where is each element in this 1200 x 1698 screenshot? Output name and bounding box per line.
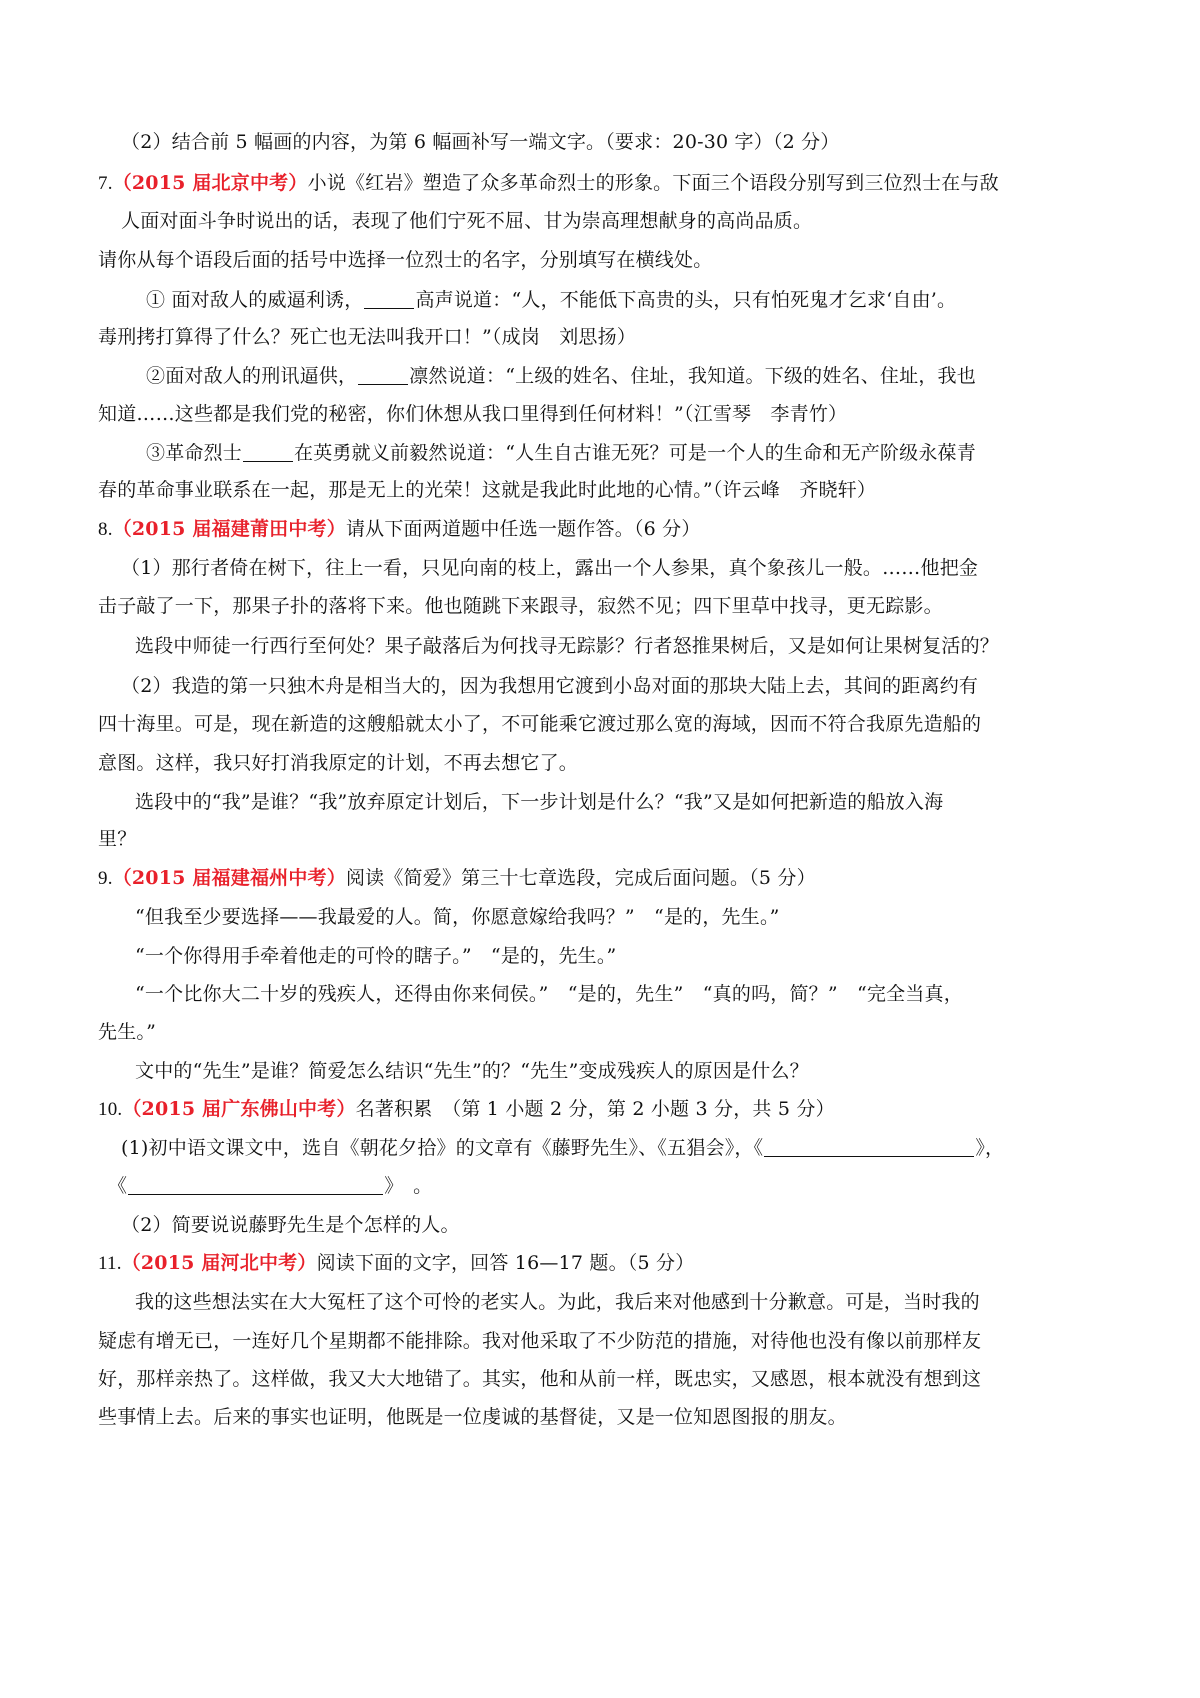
q11-passage-d: 些事情上去。后来的事实也证明，他既是一位虔诚的基督徒，又是一位知恩图报的朋友。 [98,1406,847,1428]
q7-passage-3-quote: 在英勇就义前毅然说道：“人生自古谁无死？可是一个人的生命和无产阶级永葆青 [294,442,976,464]
q8-sub2-question-b: 里？ [98,828,137,850]
q11-source: （2015 届河北中考） [121,1252,317,1274]
q10-sub1-open: 《 [108,1175,128,1197]
q11-number: 11. [98,1253,122,1274]
q9-dialogue-3a: “一个比你大二十岁的残疾人，还得由你来伺侯。” “是的，先生” “真的吗，简？” “完全当真， [135,983,963,1005]
q9-number: 9. [98,868,113,889]
q11-passage-b: 疑虑有增无已，一连好几个星期都不能排除。我对他采取了不少防范的措施，对待他也没有像以前那样友 [98,1330,982,1352]
q10-intro: 名著积累 （第 1 小题 2 分，第 2 小题 3 分，共 5 分） [355,1098,835,1120]
q10-sub1-text: (1)初中语文课文中，选自《朝花夕拾》的文章有《藤野先生》、《五猖会》，《 [121,1137,764,1159]
q7-passage-3a [146,444,976,463]
q6-sub2: （2）结合前 5 幅画的内容，为第 6 幅画补写一端文字。（要求：20-30 字）（2 分） [121,131,840,153]
q10-source: （2015 届广东佛山中考） [122,1098,356,1120]
q7-intro-a: 小说《红岩》塑造了众多革命烈士的形象。下面三个语段分别写到三位烈士在与敌 [307,172,999,194]
q7-blank-2 [358,383,408,385]
q10-blank-2 [128,1193,383,1195]
q7-blank-1 [364,307,414,309]
q8-sub1-question: 选段中师徒一行西行至何处？果子敲落后为何找寻无踪影？行者怒推果树后，又是如何让果树复活的？ [135,635,1000,657]
q8-sub1-b: 击子敲了一下，那果子扑的落将下来。他也随跳下来跟寻，寂然不见；四下里草中找寻，更无踪影。 [98,595,943,617]
q8-sub2-b: 四十海里。可是，现在新造的这艘船就太小了，不可能乘它渡过那么宽的海域，因而不符合我原先造船的 [98,713,982,735]
q10-number: 10. [98,1099,123,1120]
q8-sub2-question-a: 选段中的“我”是谁？“我”放弃原定计划后，下一步计划是什么？“我”又是如何把新造的船放入海 [135,791,944,813]
q8-source: （2015 届福建莆田中考） [112,518,346,540]
q7-passage-3-lead: ③革命烈士 [146,442,243,464]
q10-sub2: （2）简要说说藤野先生是个怎样的人。 [121,1214,460,1236]
q7-intro-b: 人面对面斗争时说出的话，表现了他们宁死不屈、甘为崇高理想献身的高尚品质。 [121,210,813,232]
q7-passage-2-lead: ②面对敌人的刑讯逼供， [146,365,358,387]
q9-source: （2015 届福建福州中考） [112,867,346,889]
q7-passage-3b: 春的革命事业联系在一起，那是无上的光荣！这就是我此时此地的心情。”（许云峰 齐晓轩） [98,479,877,501]
q8-intro: 请从下面两道题中任选一题作答。（6 分） [345,518,701,540]
q10-sub1-a [121,1139,1004,1158]
q8-sub2-c: 意图。这样，我只好打消我原定的计划，不再去想它了。 [98,752,579,774]
q10-sub1-b [108,1177,432,1196]
q10-sub1-close: 》， [975,1137,1005,1159]
q7-source: （2015 届北京中考） [112,172,308,194]
q7-passage-1-lead: ① 面对敌人的威逼利诱， [146,289,364,311]
q9-dialogue-1: “但我至少要选择——我最爱的人。简，你愿意嫁给我吗？” “是的，先生。” [135,906,780,928]
q11-header [98,1254,694,1273]
q8-sub2-a: （2）我造的第一只独木舟是相当大的，因为我想用它渡到小岛对面的那块大陆上去，其间的距离约有 [121,675,979,697]
q7-passage-1b: 毒刑拷打算得了什么？死亡也无法叫我开口！”（成岗 刘思扬） [98,326,637,348]
q8-header [98,520,701,539]
q7-blank-3 [243,460,293,462]
q7-passage-1a [146,291,956,310]
q7-header [98,174,999,193]
q9-dialogue-2: “一个你得用手牵着他走的可怜的瞎子。” “是的，先生。” [135,945,617,967]
q8-number: 8. [98,519,113,540]
q11-intro: 阅读下面的文字，回答 16—17 题。（5 分） [316,1252,695,1274]
q7-passage-2a [146,367,976,386]
q7-passage-2-quote: 凛然说道：“上级的姓名、住址，我知道。下级的姓名、住址，我也 [409,365,976,387]
q9-question: 文中的“先生”是谁？简爱怎么结识“先生”的？“先生”变成残疾人的原因是什么？ [135,1060,809,1082]
q7-number: 7. [98,173,113,194]
q11-passage-a: 我的这些想法实在大大冤枉了这个可怜的老实人。为此，我后来对他感到十分歉意。可是，当时我的 [135,1291,980,1313]
q10-header [98,1100,835,1119]
q9-intro: 阅读《简爱》第三十七章选段，完成后面问题。（5 分） [345,867,816,889]
q7-passage-1-quote: 高声说道：“人，不能低下高贵的头，只有怕死鬼才乞求‘自由’。 [415,289,957,311]
q8-sub1-a: （1）那行者倚在树下，往上一看，只见向南的枝上，露出一个人参果，真个象孩儿一般。……他把金 [121,557,979,579]
q9-header [98,869,816,888]
q9-dialogue-3b: 先生。” [98,1021,157,1043]
q10-sub1-end: 》 。 [384,1175,433,1197]
q7-instruction: 请你从每个语段后面的括号中选择一位烈士的名字，分别填写在横线处。 [98,249,713,271]
q7-passage-2b: 知道……这些都是我们党的秘密，你们休想从我口里得到任何材料！”（江雪琴 李青竹） [98,403,848,425]
q11-passage-c: 好，那样亲热了。这样做，我又大大地错了。其实，他和从前一样，既忠实，又感恩，根本就没有想到这 [98,1368,982,1390]
q10-blank-1 [764,1155,974,1157]
